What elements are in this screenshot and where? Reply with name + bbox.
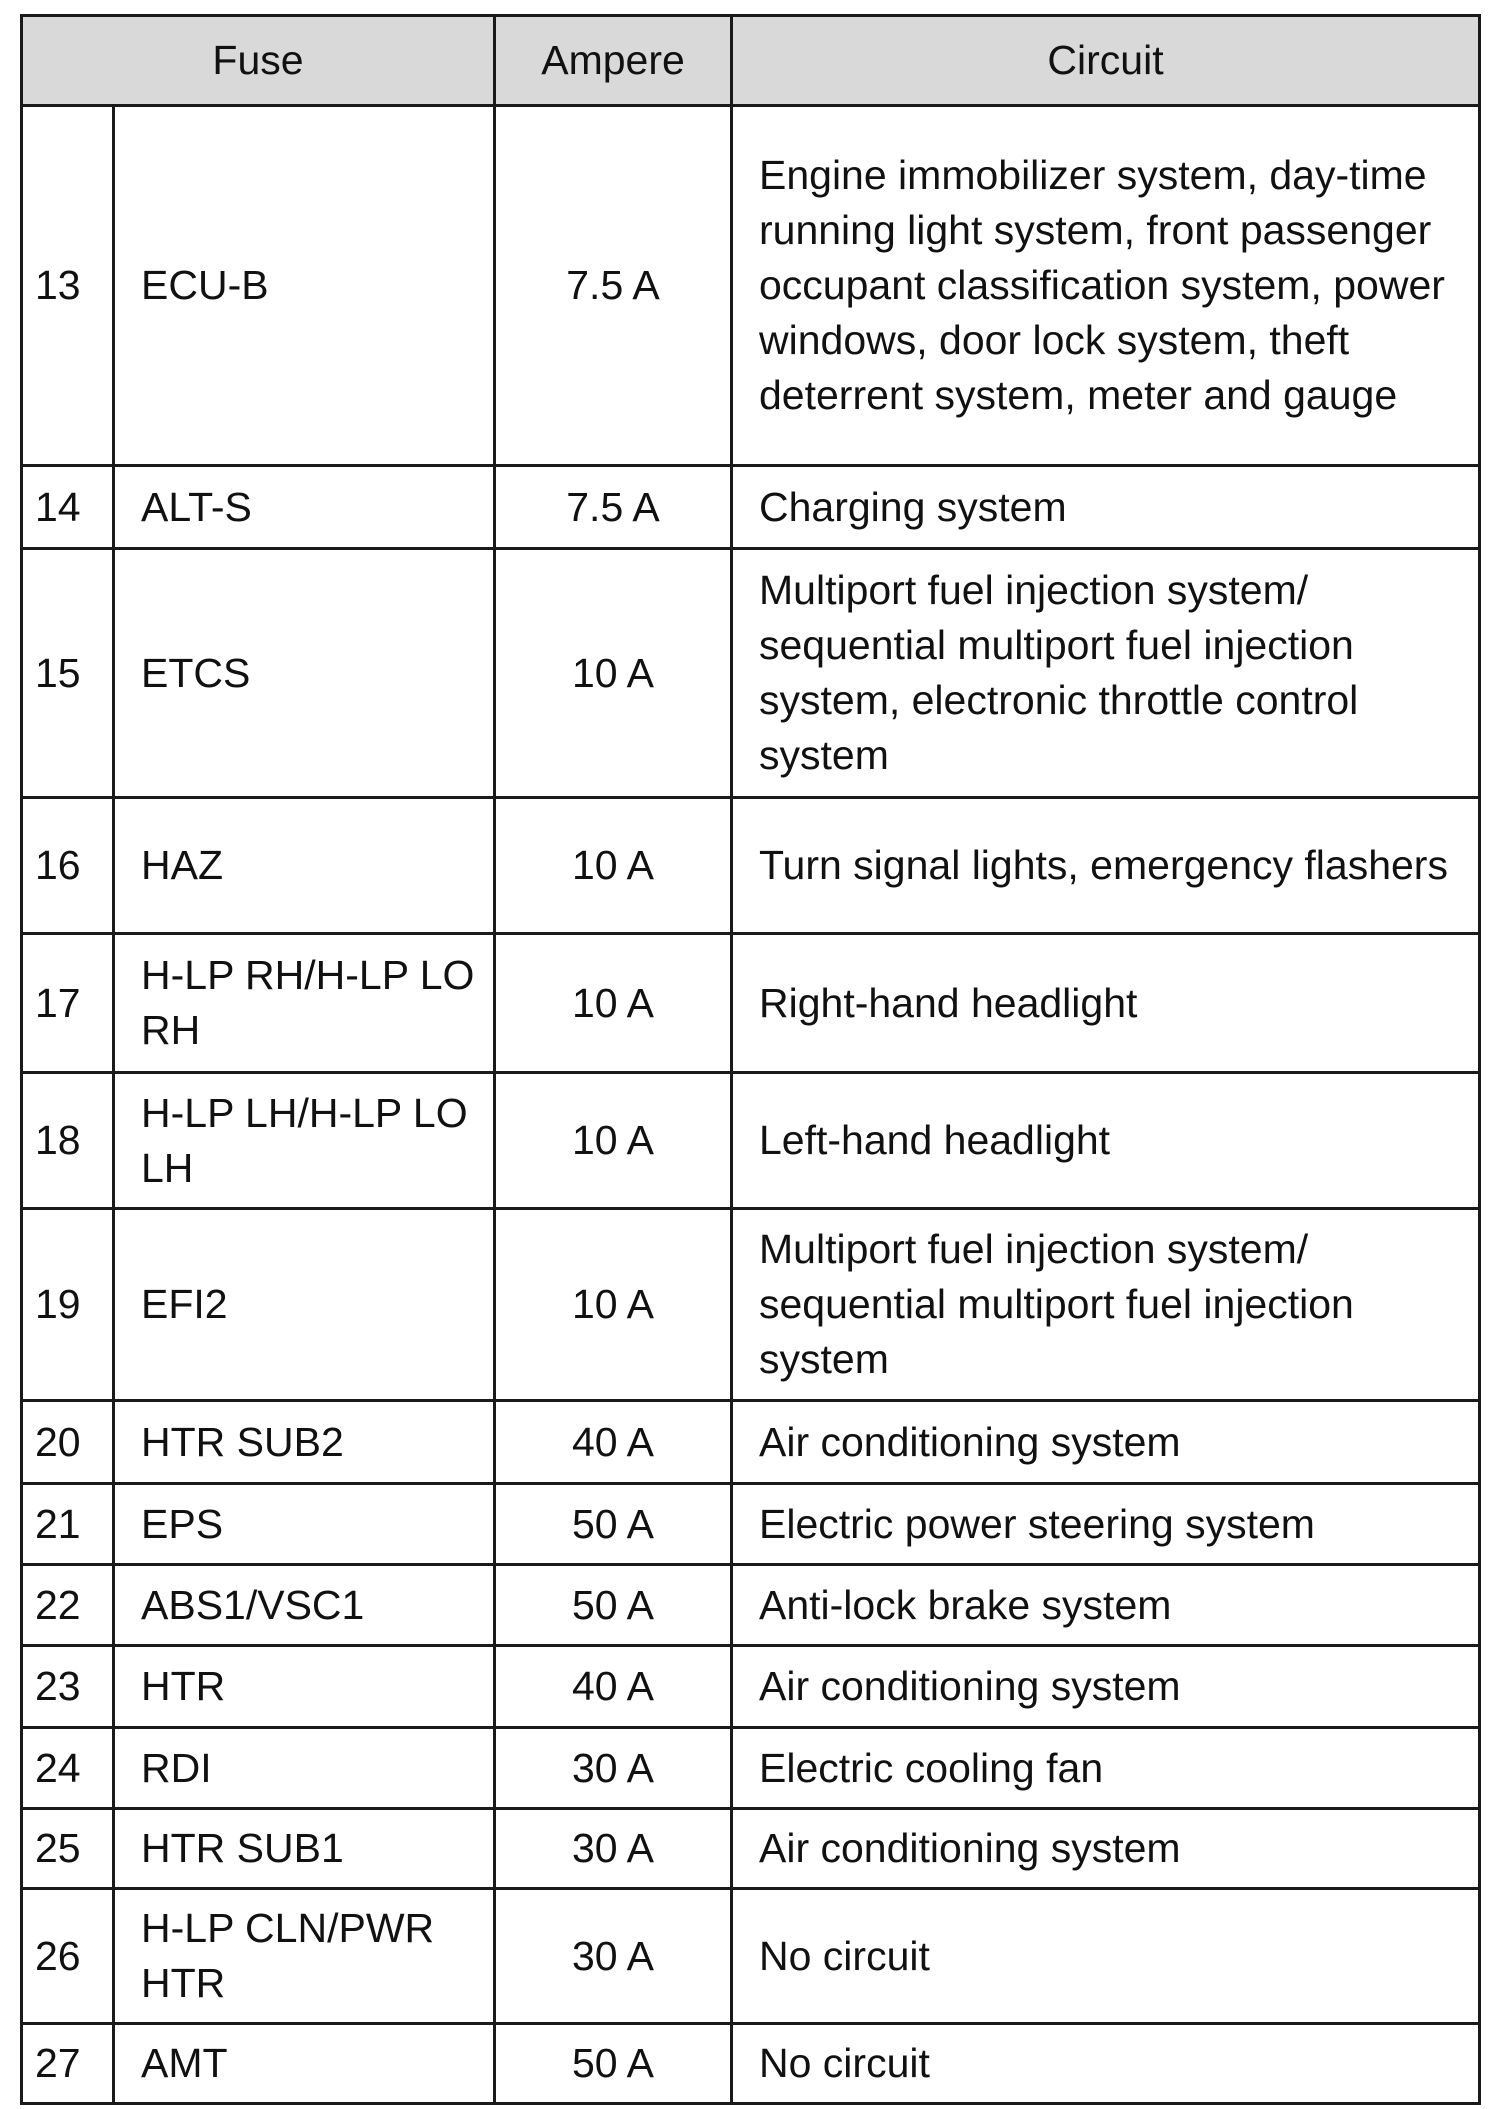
table-row [22, 934, 1480, 1073]
fuse-number: 23 [22, 1646, 114, 1728]
fuse-circuit: Left-hand headlight [732, 1073, 1480, 1209]
fuse-ampere: 30 A [495, 1809, 732, 1889]
fuse-name: ECU-B [114, 106, 495, 466]
fuse-circuit: Anti-lock brake system [732, 1565, 1480, 1646]
fuse-name: ALT-S [114, 466, 495, 549]
fuse-number: 19 [22, 1209, 114, 1401]
fuse-ampere: 7.5 A [495, 106, 732, 466]
fuse-circuit: Electric power steering system [732, 1484, 1480, 1565]
fuse-name: ETCS [114, 549, 495, 798]
fuse-number: 20 [22, 1401, 114, 1484]
table-row [22, 1484, 1480, 1565]
fuse-number: 16 [22, 798, 114, 934]
fuse-ampere: 50 A [495, 2024, 732, 2104]
fuse-number: 21 [22, 1484, 114, 1565]
fuse-name: HTR SUB1 [114, 1809, 495, 1889]
fuse-ampere: 10 A [495, 798, 732, 934]
header-ampere: Ampere [495, 16, 732, 106]
fuse-circuit: Multiport fuel injection system/ sequential multiport fuel injection system, electronic throttle control system [732, 549, 1480, 798]
fuse-circuit: Air conditioning system [732, 1646, 1480, 1728]
fuse-name: AMT [114, 2024, 495, 2104]
table-row [22, 549, 1480, 798]
fuse-number: 17 [22, 934, 114, 1073]
fuse-ampere: 30 A [495, 1728, 732, 1809]
table-row [22, 1073, 1480, 1209]
header-circuit: Circuit [732, 16, 1480, 106]
fuse-circuit: Right-hand headlight [732, 934, 1480, 1073]
fuse-name: HTR [114, 1646, 495, 1728]
fuse-name: HAZ [114, 798, 495, 934]
table-row [22, 1809, 1480, 1889]
table-row [22, 1646, 1480, 1728]
fuse-number: 24 [22, 1728, 114, 1809]
fuse-circuit: Electric cooling fan [732, 1728, 1480, 1809]
fuse-ampere: 30 A [495, 1889, 732, 2024]
fuse-ampere: 50 A [495, 1565, 732, 1646]
fuse-number: 26 [22, 1889, 114, 2024]
table-row [22, 106, 1480, 466]
fuse-circuit: Turn signal lights, emergency flashers [732, 798, 1480, 934]
fuse-number: 15 [22, 549, 114, 798]
fuse-circuit: Air conditioning system [732, 1809, 1480, 1889]
fuse-name: H-LP LH/H-LP LO LH [114, 1073, 495, 1209]
table-row [22, 466, 1480, 549]
table-body [22, 106, 1480, 2104]
fuse-circuit: Charging system [732, 466, 1480, 549]
fuse-ampere: 40 A [495, 1401, 732, 1484]
fuse-name: ABS1/VSC1 [114, 1565, 495, 1646]
fuse-name: RDI [114, 1728, 495, 1809]
fuse-name: HTR SUB2 [114, 1401, 495, 1484]
fuse-table [20, 14, 1481, 2105]
fuse-name: EFI2 [114, 1209, 495, 1401]
fuse-ampere: 50 A [495, 1484, 732, 1565]
fuse-number: 27 [22, 2024, 114, 2104]
table-header [22, 16, 1480, 106]
fuse-number: 25 [22, 1809, 114, 1889]
table-row [22, 1401, 1480, 1484]
table-row [22, 1565, 1480, 1646]
fuse-circuit: Air conditioning system [732, 1401, 1480, 1484]
table-row [22, 2024, 1480, 2104]
fuse-circuit: No circuit [732, 2024, 1480, 2104]
fuse-ampere: 10 A [495, 1209, 732, 1401]
fuse-number: 13 [22, 106, 114, 466]
fuse-circuit: No circuit [732, 1889, 1480, 2024]
fuse-circuit: Multiport fuel injection system/ sequential multiport fuel injection system [732, 1209, 1480, 1401]
table-row [22, 1889, 1480, 2024]
fuse-ampere: 10 A [495, 1073, 732, 1209]
fuse-circuit: Engine immobilizer system, day-time running light system, front passenger occupant classification system, power windows, door lock system, theft deterrent system, meter and gauge [732, 106, 1480, 466]
fuse-ampere: 10 A [495, 934, 732, 1073]
table-row [22, 1209, 1480, 1401]
fuse-name: H-LP CLN/PWR HTR [114, 1889, 495, 2024]
table-row [22, 798, 1480, 934]
fuse-number: 14 [22, 466, 114, 549]
fuse-name: H-LP RH/H-LP LO RH [114, 934, 495, 1073]
fuse-ampere: 7.5 A [495, 466, 732, 549]
header-row [22, 16, 1480, 106]
fuse-ampere: 40 A [495, 1646, 732, 1728]
fuse-name: EPS [114, 1484, 495, 1565]
fuse-number: 18 [22, 1073, 114, 1209]
table-row [22, 1728, 1480, 1809]
header-fuse: Fuse [22, 16, 495, 106]
fuse-number: 22 [22, 1565, 114, 1646]
fuse-ampere: 10 A [495, 549, 732, 798]
